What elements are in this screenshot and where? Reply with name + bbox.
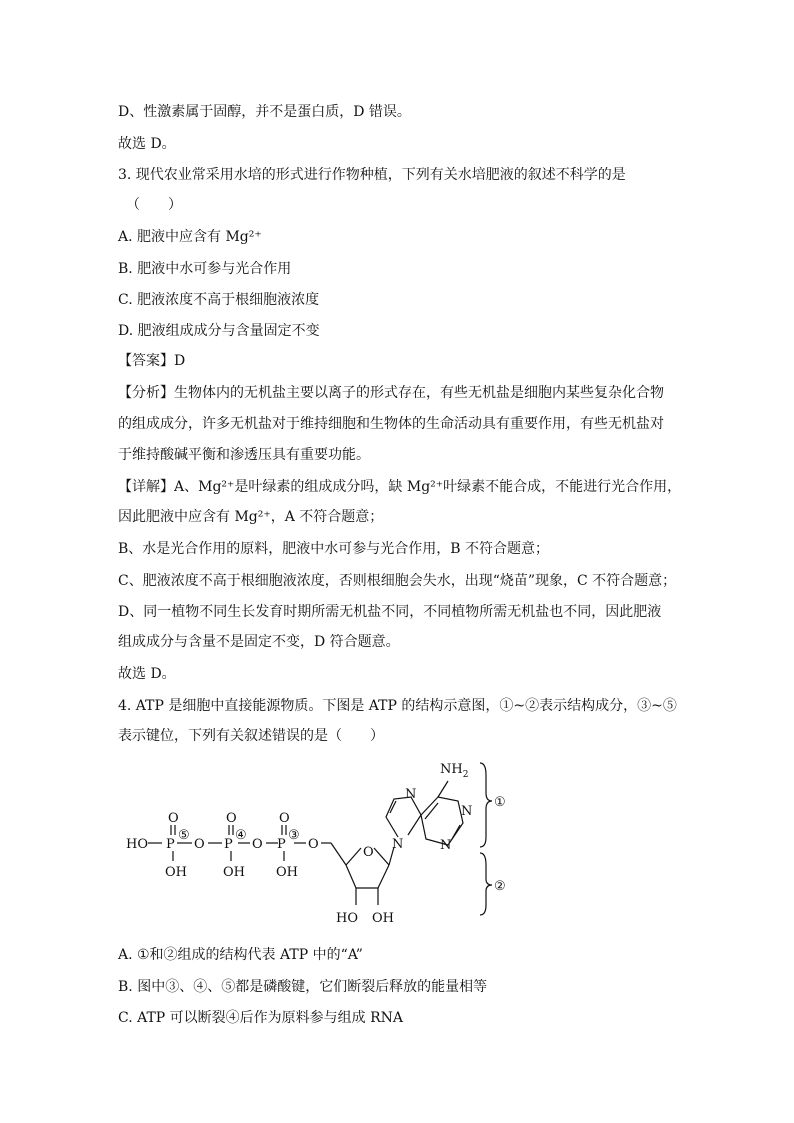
bond-5-marker: ⑤: [178, 828, 190, 843]
option-b: B. 图中③、④、⑤都是磷酸键，它们断裂后释放的能量相等: [118, 979, 488, 995]
analysis-line: 【分析】生物体内的无机盐主要以离子的形式存在，有些无机盐是细胞内某些复杂化合物: [118, 385, 664, 401]
bridge-oxygen: O: [194, 837, 205, 852]
diagram-labels: [126, 762, 506, 926]
detail-line: 【详解】A、Mg²⁺是叶绿素的组成成分吗，缺 Mg²⁺叶绿素不能合成，不能进行光合作用，: [118, 479, 682, 495]
ring-oxygen: O: [363, 845, 374, 860]
component-2-label: ②: [494, 879, 506, 894]
text-line: D、性激素属于固醇，并不是蛋白质，D 错误。: [118, 104, 411, 120]
phosphate-oxygen: O: [279, 811, 290, 826]
ho-group: HO: [126, 837, 148, 852]
nh2-label: $NH_2$: [440, 762, 469, 780]
answer-blank: （ ）: [126, 197, 182, 213]
option-c: C. ATP 可以断裂④后作为原料参与组成 RNA: [118, 1010, 404, 1026]
hydroxyl-group: OH: [223, 865, 245, 880]
hydroxyl-group: OH: [372, 911, 394, 926]
option-a: A. ①和②组成的结构代表 ATP 中的“A”: [118, 947, 363, 963]
question-4-stem: 4. ATP 是细胞中直接能源物质。下图是 ATP 的结构示意图，①~②表示结构成分，③~⑤: [118, 698, 677, 714]
detail-line: D、同一植物不同生长发育时期所需无机盐不同，不同植物所需无机盐也不同，因此肥液: [118, 604, 662, 620]
phosphorus-atom: P: [166, 837, 175, 852]
detail-line: 组成成分与含量不是固定不变，D 符合题意。: [118, 634, 400, 650]
bridge-oxygen: O: [308, 837, 319, 852]
n-atom: N: [392, 837, 404, 852]
hydroxyl-group: OH: [276, 865, 298, 880]
detail-line: C、肥液浓度不高于根细胞液浓度，否则根细胞会失水，出现“烧苗”现象，C 不符合题意；: [118, 573, 677, 589]
detail-line: B、水是光合作用的原料，肥液中水可参与光合作用，B 不符合题意；: [118, 541, 550, 557]
bond-4-marker: ④: [235, 828, 247, 843]
component-1-label: ①: [494, 795, 506, 810]
n-atom: N: [461, 804, 473, 819]
option-c: C. 肥液浓度不高于根细胞液浓度: [118, 292, 320, 308]
hydroxyl-group: HO: [336, 911, 358, 926]
option-d: D. 肥液组成成分与含量固定不变: [118, 323, 320, 339]
analysis-line: 于维持酸碱平衡和渗透压具有重要功能。: [118, 447, 370, 463]
phosphate-oxygen: O: [226, 811, 237, 826]
phosphorus-atom: P: [224, 837, 233, 852]
option-a: A. 肥液中应含有 Mg²⁺: [118, 229, 262, 245]
answer-line: 【答案】D: [118, 353, 186, 369]
option-b: B. 肥液中水可参与光合作用: [118, 261, 292, 277]
question-4-stem: 表示键位，下列有关叙述错误的是（ ）: [118, 728, 384, 744]
n-atom: N: [405, 787, 417, 802]
bond-3-marker: ③: [288, 828, 300, 843]
phosphorus-atom: P: [277, 837, 286, 852]
detail-line: 因此肥液中应含有 Mg²⁺，A 不符合题意；: [118, 509, 384, 525]
question-3-stem: 3. 现代农业常采用水培的形式进行作物种植，下列有关水培肥液的叙述不科学的是: [118, 167, 626, 183]
text-line: 故选 D。: [118, 666, 176, 682]
analysis-line: 的组成成分，许多无机盐对于维持细胞和生物体的生命活动具有重要作用，有些无机盐对: [118, 416, 664, 432]
text-line: 故选 D。: [118, 136, 176, 152]
n-atom: N: [440, 838, 452, 853]
hydroxyl-group: OH: [165, 865, 187, 880]
phosphate-oxygen: O: [168, 811, 179, 826]
bridge-oxygen: O: [252, 837, 263, 852]
atp-structure-diagram: [118, 755, 518, 940]
